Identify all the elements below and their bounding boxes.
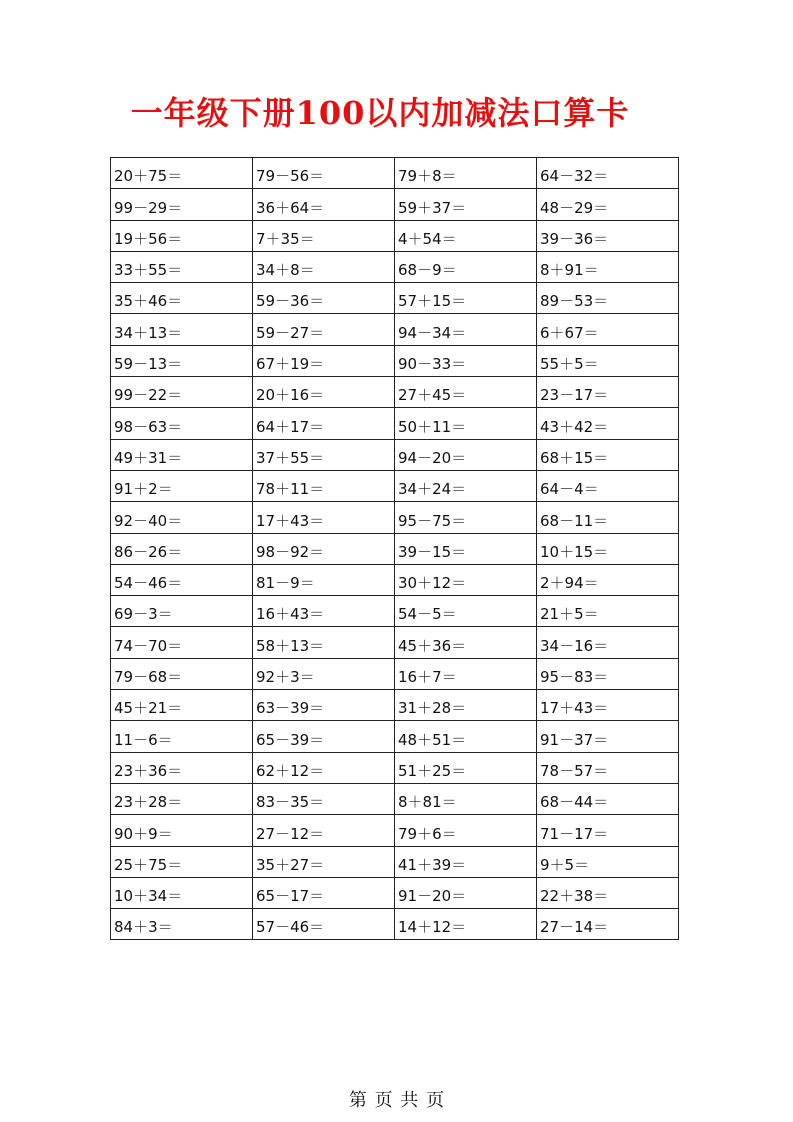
problem-cell: 20＋75＝ bbox=[111, 158, 253, 189]
table-row bbox=[111, 783, 679, 814]
problem-cell: 16＋43＝ bbox=[253, 596, 395, 627]
table-row bbox=[111, 752, 679, 783]
problem-cell: 89－53＝ bbox=[537, 283, 679, 314]
table-row bbox=[111, 627, 679, 658]
problem-cell: 35＋46＝ bbox=[111, 283, 253, 314]
problem-cell: 59＋37＝ bbox=[395, 189, 537, 220]
problem-cell: 64－32＝ bbox=[537, 158, 679, 189]
problem-cell: 45＋36＝ bbox=[395, 627, 537, 658]
problem-cell: 10＋34＝ bbox=[111, 877, 253, 908]
problem-cell: 83－35＝ bbox=[253, 783, 395, 814]
table-row bbox=[111, 533, 679, 564]
table-row bbox=[111, 596, 679, 627]
problem-cell: 34＋24＝ bbox=[395, 470, 537, 501]
table-row bbox=[111, 658, 679, 689]
problem-cell: 55＋5＝ bbox=[537, 345, 679, 376]
problem-cell: 78－57＝ bbox=[537, 752, 679, 783]
problem-cell: 71－17＝ bbox=[537, 815, 679, 846]
table-row bbox=[111, 690, 679, 721]
problem-cell: 90－33＝ bbox=[395, 345, 537, 376]
table-row bbox=[111, 502, 679, 533]
problem-cell: 78＋11＝ bbox=[253, 470, 395, 501]
problem-cell: 35＋27＝ bbox=[253, 846, 395, 877]
problem-cell: 59－13＝ bbox=[111, 345, 253, 376]
problem-cell: 99－22＝ bbox=[111, 377, 253, 408]
problem-cell: 23－17＝ bbox=[537, 377, 679, 408]
problem-cell: 48＋51＝ bbox=[395, 721, 537, 752]
problem-cell: 11－6＝ bbox=[111, 721, 253, 752]
problem-cell: 22＋38＝ bbox=[537, 877, 679, 908]
problem-cell: 57＋15＝ bbox=[395, 283, 537, 314]
table-row bbox=[111, 470, 679, 501]
problem-cell: 67＋19＝ bbox=[253, 345, 395, 376]
table-row bbox=[111, 189, 679, 220]
problem-cell: 99－29＝ bbox=[111, 189, 253, 220]
problem-cell: 98－92＝ bbox=[253, 533, 395, 564]
problem-cell: 6＋67＝ bbox=[537, 314, 679, 345]
problem-cell: 91＋2＝ bbox=[111, 470, 253, 501]
table-row bbox=[111, 345, 679, 376]
problem-cell: 7＋35＝ bbox=[253, 220, 395, 251]
problem-cell: 86－26＝ bbox=[111, 533, 253, 564]
problem-cell: 34－16＝ bbox=[537, 627, 679, 658]
arithmetic-table bbox=[110, 157, 679, 940]
problem-cell: 65－17＝ bbox=[253, 877, 395, 908]
table-row bbox=[111, 377, 679, 408]
problem-cell: 94－20＝ bbox=[395, 439, 537, 470]
problem-cell: 64－4＝ bbox=[537, 470, 679, 501]
problem-cell: 94－34＝ bbox=[395, 314, 537, 345]
problem-cell: 62＋12＝ bbox=[253, 752, 395, 783]
problem-cell: 59－27＝ bbox=[253, 314, 395, 345]
table-row bbox=[111, 283, 679, 314]
problem-cell: 23＋28＝ bbox=[111, 783, 253, 814]
problem-cell: 98－63＝ bbox=[111, 408, 253, 439]
problem-cell: 49＋31＝ bbox=[111, 439, 253, 470]
problem-cell: 79＋8＝ bbox=[395, 158, 537, 189]
problem-cell: 58＋13＝ bbox=[253, 627, 395, 658]
problem-cell: 25＋75＝ bbox=[111, 846, 253, 877]
problem-cell: 33＋55＝ bbox=[111, 251, 253, 282]
problem-cell: 50＋11＝ bbox=[395, 408, 537, 439]
problem-cell: 43＋42＝ bbox=[537, 408, 679, 439]
problem-cell: 34＋8＝ bbox=[253, 251, 395, 282]
table-row bbox=[111, 877, 679, 908]
table-row bbox=[111, 314, 679, 345]
problem-cell: 20＋16＝ bbox=[253, 377, 395, 408]
problem-cell: 74－70＝ bbox=[111, 627, 253, 658]
problem-cell: 68－9＝ bbox=[395, 251, 537, 282]
table-row bbox=[111, 251, 679, 282]
problem-cell: 90＋9＝ bbox=[111, 815, 253, 846]
table-row bbox=[111, 220, 679, 251]
table-row bbox=[111, 846, 679, 877]
problem-cell: 17＋43＝ bbox=[253, 502, 395, 533]
table-row bbox=[111, 815, 679, 846]
page-footer: 第 页 共 页 bbox=[348, 1090, 445, 1111]
problem-cell: 36＋64＝ bbox=[253, 189, 395, 220]
problem-cell: 9＋5＝ bbox=[537, 846, 679, 877]
problem-cell: 8＋81＝ bbox=[395, 783, 537, 814]
problem-cell: 10＋15＝ bbox=[537, 533, 679, 564]
problem-cell: 23＋36＝ bbox=[111, 752, 253, 783]
problem-cell: 64＋17＝ bbox=[253, 408, 395, 439]
problem-cell: 57－46＝ bbox=[253, 909, 395, 940]
problem-cell: 51＋25＝ bbox=[395, 752, 537, 783]
problem-cell: 95－83＝ bbox=[537, 658, 679, 689]
problem-cell: 14＋12＝ bbox=[395, 909, 537, 940]
problem-cell: 68＋15＝ bbox=[537, 439, 679, 470]
table-row bbox=[111, 158, 679, 189]
problem-cell: 84＋3＝ bbox=[111, 909, 253, 940]
problem-cell: 8＋91＝ bbox=[537, 251, 679, 282]
problem-cell: 79＋6＝ bbox=[395, 815, 537, 846]
problem-cell: 39－36＝ bbox=[537, 220, 679, 251]
problem-cell: 63－39＝ bbox=[253, 690, 395, 721]
problem-cell: 91－20＝ bbox=[395, 877, 537, 908]
problem-cell: 31＋28＝ bbox=[395, 690, 537, 721]
table-row bbox=[111, 439, 679, 470]
problem-cell: 79－56＝ bbox=[253, 158, 395, 189]
problem-cell: 41＋39＝ bbox=[395, 846, 537, 877]
problem-cell: 59－36＝ bbox=[253, 283, 395, 314]
table-row bbox=[111, 408, 679, 439]
problem-cell: 69－3＝ bbox=[111, 596, 253, 627]
problem-cell: 92＋3＝ bbox=[253, 658, 395, 689]
problem-cell: 21＋5＝ bbox=[537, 596, 679, 627]
problem-cell: 16＋7＝ bbox=[395, 658, 537, 689]
problem-cell: 37＋55＝ bbox=[253, 439, 395, 470]
problem-cell: 54－46＝ bbox=[111, 564, 253, 595]
problem-cell: 92－40＝ bbox=[111, 502, 253, 533]
problem-cell: 27－12＝ bbox=[253, 815, 395, 846]
problem-cell: 91－37＝ bbox=[537, 721, 679, 752]
problem-cell: 95－75＝ bbox=[395, 502, 537, 533]
table-row bbox=[111, 564, 679, 595]
page-title: 一年级下册100以内加减法口算卡 bbox=[130, 94, 630, 132]
problem-cell: 79－68＝ bbox=[111, 658, 253, 689]
problem-cell: 2＋94＝ bbox=[537, 564, 679, 595]
problem-cell: 4＋54＝ bbox=[395, 220, 537, 251]
table-body bbox=[111, 158, 679, 940]
problem-cell: 30＋12＝ bbox=[395, 564, 537, 595]
problem-cell: 54－5＝ bbox=[395, 596, 537, 627]
problem-cell: 68－44＝ bbox=[537, 783, 679, 814]
problem-cell: 39－15＝ bbox=[395, 533, 537, 564]
table-row bbox=[111, 909, 679, 940]
problem-cell: 65－39＝ bbox=[253, 721, 395, 752]
problem-cell: 17＋43＝ bbox=[537, 690, 679, 721]
problem-cell: 19＋56＝ bbox=[111, 220, 253, 251]
problem-cell: 27＋45＝ bbox=[395, 377, 537, 408]
problem-cell: 34＋13＝ bbox=[111, 314, 253, 345]
problem-cell: 81－9＝ bbox=[253, 564, 395, 595]
problem-cell: 45＋21＝ bbox=[111, 690, 253, 721]
problem-cell: 48－29＝ bbox=[537, 189, 679, 220]
problem-cell: 27－14＝ bbox=[537, 909, 679, 940]
problem-cell: 68－11＝ bbox=[537, 502, 679, 533]
table-row bbox=[111, 721, 679, 752]
